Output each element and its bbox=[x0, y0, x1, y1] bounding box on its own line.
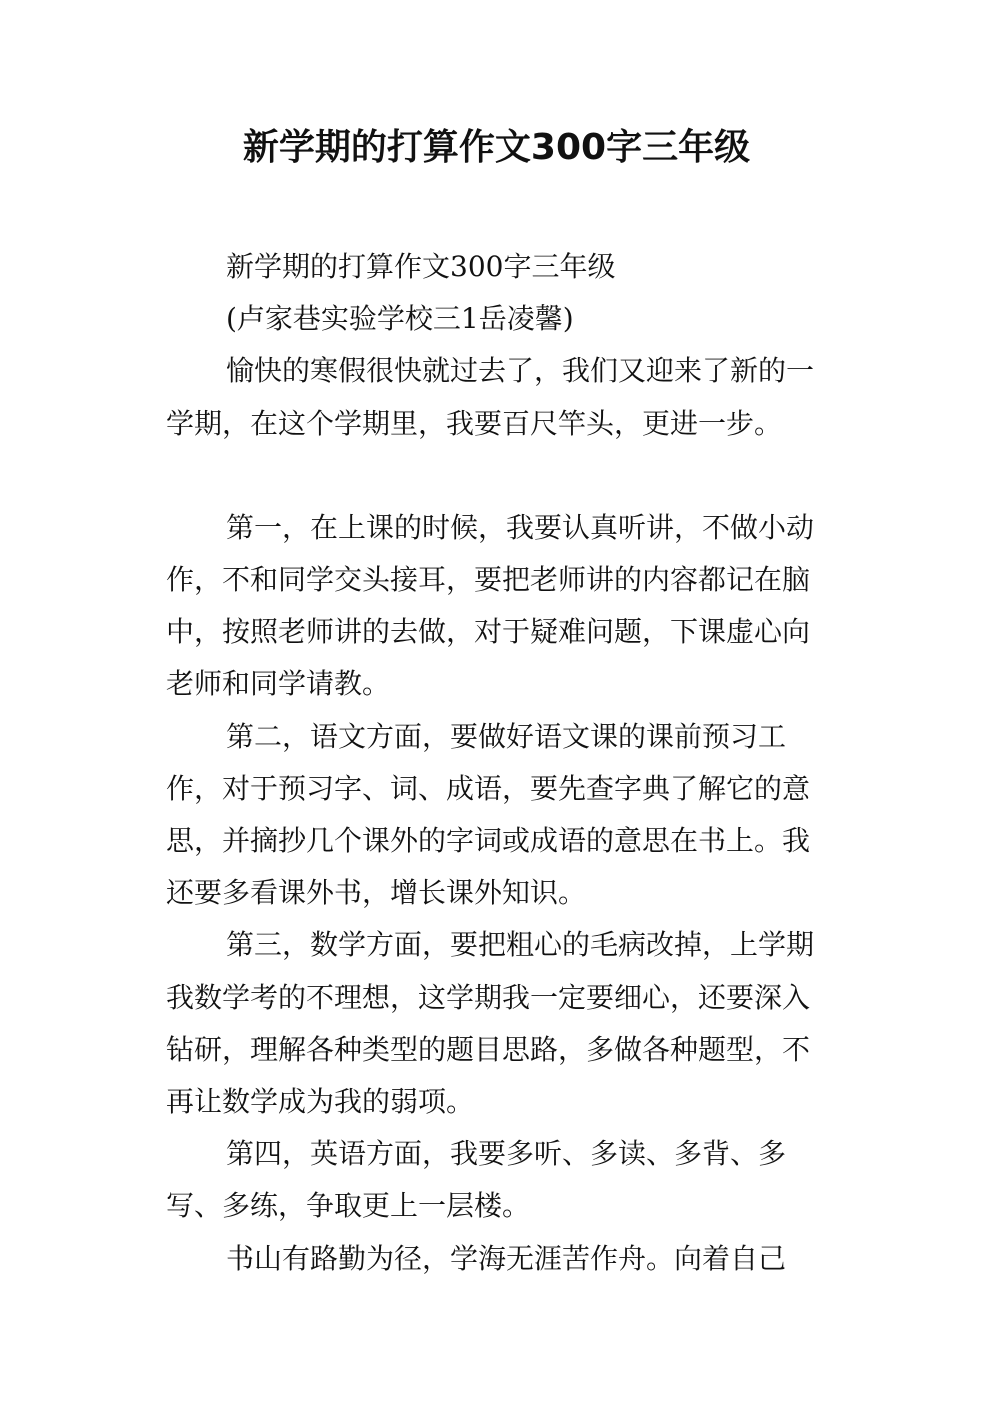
paragraph-second: 第二，语文方面，要做好语文课的课前预习工作，对于预习字、词、成语，要先查字典了解它的意思，并摘抄几个课外的字词或成语的意思在书上。我还要多看课外书，增长课外知识。 bbox=[166, 719, 811, 910]
paragraph-first: 第一，在上课的时候，我要认真听讲，不做小动作，不和同学交头接耳，要把老师讲的内容都记在脑中，按照老师讲的去做，对于疑难问题，下课虚心向老师和同学请教。 bbox=[166, 510, 815, 701]
paragraph-third: 第三，数学方面，要把粗心的毛病改掉，上学期我数学考的不理想，这学期我一定要细心，还要深入钻研，理解各种类型的题目思路，多做各种题型，不再让数学成为我的弱项。 bbox=[166, 928, 815, 1119]
paragraph-closing: 书山有路勤为径，学海无涯苦作舟。向着自己 bbox=[226, 1241, 787, 1275]
paragraph-intro: 愉快的寒假很快就过去了，我们又迎来了新的一学期，在这个学期里，我要百尺竿头，更进一步。 bbox=[166, 354, 815, 440]
paragraph-fourth: 第四，英语方面，我要多听、多读、多背、多写、多练，争取更上一层楼。 bbox=[166, 1137, 787, 1223]
document-title: 新学期的打算作文300字三年级 bbox=[242, 127, 751, 168]
document-body bbox=[166, 241, 836, 1285]
author-line: (卢家巷实验学校三1岳凌馨) bbox=[226, 302, 574, 336]
subtitle-line: 新学期的打算作文300字三年级 bbox=[226, 250, 616, 283]
paragraph-gap bbox=[166, 450, 836, 502]
